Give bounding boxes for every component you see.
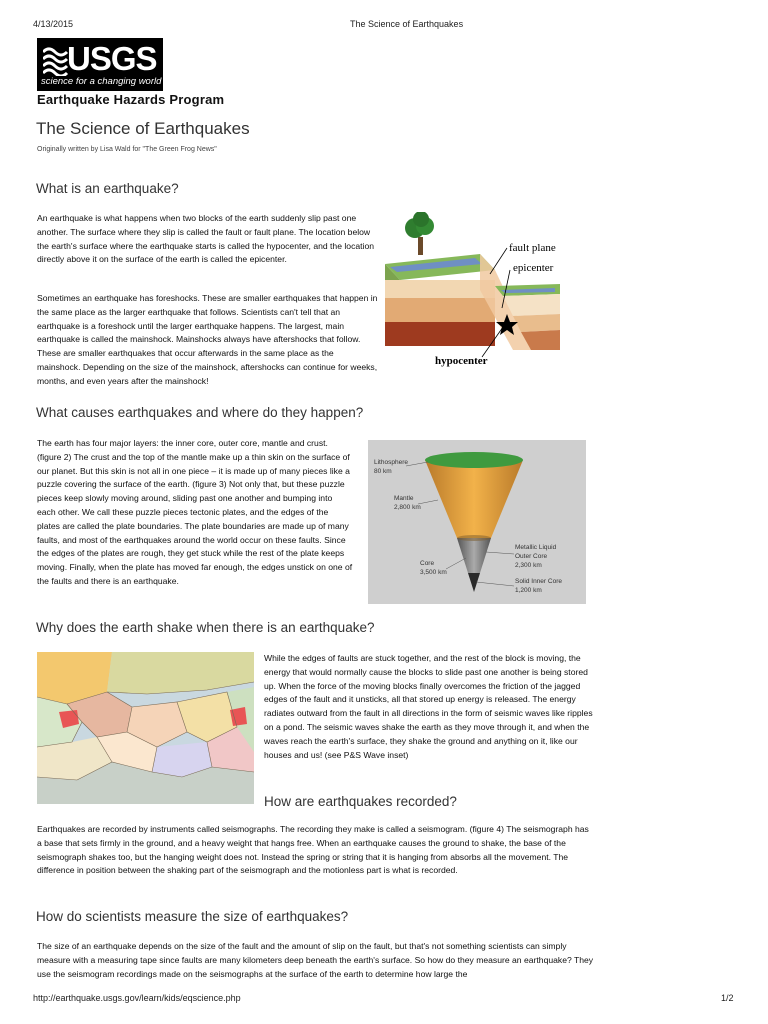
fault-diagram-figure bbox=[385, 212, 560, 372]
usgs-wave-icon bbox=[43, 46, 69, 76]
page-title: The Science of Earthquakes bbox=[36, 119, 250, 138]
earth-layers-figure bbox=[368, 440, 586, 604]
paragraph-foreshocks: Sometimes an earthquake has foreshocks. These are smaller earthquakes that happen in the same place as the larger earthquake that follows. Scientists can't tell that an earthquake is a foreshock until the larger earthquake happens. The largest, main earthquake is called the mainshock. Mainshocks always have aftershocks that follow. These are smaller earthquakes that occur afterwards in the same place as the mainshock. Depending on the size of the mainshock, aftershocks can continue for weeks, months, and even years after the mainshock! bbox=[37, 293, 378, 386]
paragraph-what-is-earthquake: An earthquake is what happens when two blocks of the earth suddenly slip past one another. The surface where they slip is called the fault or fault plane. The location below the earth's surface where the earthquake starts is called the hypocenter, and the location directly above it on the surface of the earth is called the epicenter. bbox=[37, 213, 375, 265]
label-outer-core-1: Metallic Liquid bbox=[515, 544, 557, 551]
print-url[interactable]: http://earthquake.usgs.gov/learn/kids/eqscience.php bbox=[33, 993, 241, 1003]
heading-how-recorded: How are earthquakes recorded? bbox=[264, 794, 457, 809]
label-lithosphere: Lithosphere bbox=[374, 459, 408, 466]
paragraph-why-shake: While the edges of faults are stuck together, and the rest of the block is moving, the energy that would normally cause the blocks to slide past one another is being stored up. When the force of the moving blocks finally overcomes the friction of the jagged edges of the fault and it unsticks, all that stored up energy is released. The energy radiates outward from the fault in all directions in the form of seismic waves like ripples on a pond. The seismic waves shake the earth as they move through it, and when the waves reach the earth's surface, they shake the ground and anything on it, like our houses and us! (see P&S Wave inset) bbox=[264, 653, 593, 760]
heading-what-is-earthquake: What is an earthquake? bbox=[36, 181, 179, 196]
label-core: Core bbox=[420, 560, 435, 567]
heading-why-shake: Why does the earth shake when there is an earthquake? bbox=[36, 620, 375, 635]
logo-tagline: science for a changing world bbox=[41, 76, 162, 87]
print-title: The Science of Earthquakes bbox=[350, 19, 464, 29]
label-inner-core-km: 1,200 km bbox=[515, 587, 542, 594]
label-fault-plane: fault plane bbox=[509, 242, 556, 254]
heading-how-measure: How do scientists measure the size of earthquakes? bbox=[36, 909, 349, 924]
program-name[interactable]: Earthquake Hazards Program bbox=[37, 92, 225, 107]
label-lithosphere-km: 80 km bbox=[374, 468, 392, 475]
paragraph-how-recorded: Earthquakes are recorded by instruments called seismographs. The recording they make is called a seismogram. (figure 4) The seismograph has a base that sets firmly in the ground, and a heavy weight that hangs free. When an earthquake causes the ground to shake, the base of the seismograph shakes too, but the hanging weight does not. Instead the spring or string that it is hanging from absorbs all the movement. The difference in position between the shaking part of the seismograph and the motionless part is what is recorded. bbox=[37, 824, 589, 876]
label-outer-core-km: 2,300 km bbox=[515, 562, 542, 569]
print-date: 4/13/2015 bbox=[33, 19, 74, 29]
paragraph-how-measure: The size of an earthquake depends on the size of the fault and the amount of slip on the fault, but that's not something scientists can simply measure with a measuring tape since faults are many kilometers deep beneath the earth's surface. So how do they measure an earthquake? They use the seismogram recordings made on the seismographs at the surface of the earth to determine how large the bbox=[37, 941, 594, 979]
label-mantle-km: 2,800 km bbox=[394, 504, 421, 511]
label-outer-core-2: Outer Core bbox=[515, 553, 548, 560]
heading-what-causes: What causes earthquakes and where do they happen? bbox=[36, 405, 364, 420]
tectonic-plates-map-figure bbox=[37, 652, 254, 804]
label-epicenter: epicenter bbox=[513, 262, 554, 274]
logo-text: USGS bbox=[67, 40, 157, 77]
label-inner-core: Solid Inner Core bbox=[515, 578, 562, 585]
page-number: 1/2 bbox=[721, 993, 734, 1003]
byline: Originally written by Lisa Wald for "The Green Frog News" bbox=[37, 146, 217, 153]
label-hypocenter: hypocenter bbox=[435, 355, 488, 367]
usgs-logo[interactable] bbox=[37, 38, 163, 91]
paragraph-what-causes: The earth has four major layers: the inner core, outer core, mantle and crust. (figure 2) The crust and the top of the mantle make up a thin skin on the surface of our planet. But this skin is not all in one piece – it is made up of many pieces like a puzzle covering the surface of the earth. (figure 3) Not only that, but these puzzle pieces keep slowly moving around, sliding past one another and bumping into each other. We call these puzzle pieces tectonic plates, and the edges of the plates are called the plate boundaries. The plate boundaries are made up of many faults, and most of the earthquakes around the world occur on these faults. Since the edges of the plates are rough, they get stuck while the rest of the plate keeps moving. Finally, when the plate has moved far enough, the edges unstick on one of the faults and there is an earthquake. bbox=[37, 438, 353, 586]
label-core-km: 3,500 km bbox=[420, 569, 447, 576]
label-mantle: Mantle bbox=[394, 495, 414, 502]
